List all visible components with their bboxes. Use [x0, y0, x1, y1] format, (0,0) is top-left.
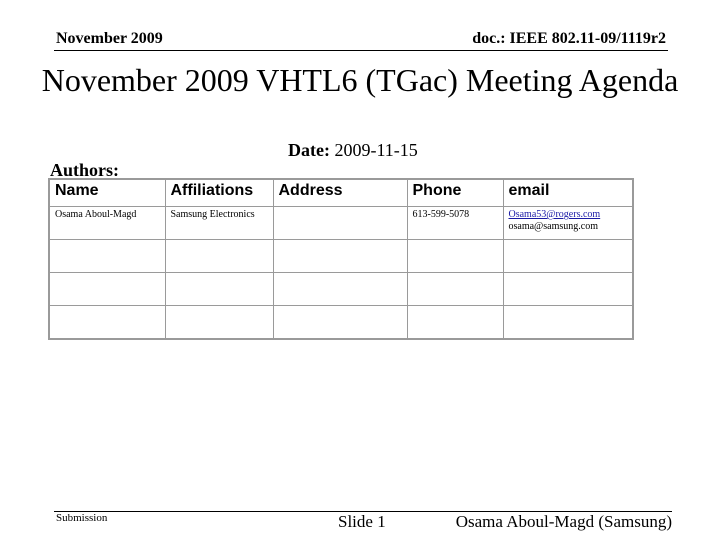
empty-cell [503, 306, 633, 340]
email-link[interactable]: Osama53@rogers.com [508, 209, 601, 220]
footer-slide-number: Slide 1 [338, 512, 386, 531]
author-affiliation: Samsung Electronics [165, 207, 273, 240]
empty-cell [273, 306, 407, 340]
column-header-affiliations: Affiliations [165, 179, 273, 207]
empty-cell [407, 240, 503, 273]
email-secondary: osama@samsung.com [508, 221, 598, 232]
empty-cell [503, 240, 633, 273]
date-value: 2009-11-15 [334, 140, 418, 160]
footer-submission: Submission [56, 512, 108, 524]
table-header-row [49, 179, 633, 207]
table-row [49, 207, 633, 240]
column-header-name: Name [49, 179, 165, 207]
table-row [49, 273, 633, 306]
empty-cell [503, 273, 633, 306]
empty-cell [165, 240, 273, 273]
author-email [503, 207, 633, 240]
empty-cell [165, 273, 273, 306]
header-doc-id: doc.: IEEE 802.11-09/1119r2 [472, 30, 666, 47]
empty-cell [273, 273, 407, 306]
empty-cell [49, 273, 165, 306]
header-date: November 2009 [56, 30, 163, 47]
column-header-address: Address [273, 179, 407, 207]
empty-cell [49, 306, 165, 340]
date-line [288, 140, 418, 161]
author-address [273, 207, 407, 240]
header-divider [54, 50, 668, 51]
authors-label: Authors: [50, 160, 120, 180]
slide-title: November 2009 VHTL6 (TGac) Meeting Agenda [41, 62, 679, 98]
footer-author: Osama Aboul-Magd (Samsung) [455, 512, 672, 531]
column-header-phone: Phone [407, 179, 503, 207]
author-phone: 613-599-5078 [407, 207, 503, 240]
empty-cell [49, 240, 165, 273]
empty-cell [407, 306, 503, 340]
table-row [49, 306, 633, 340]
empty-cell [407, 273, 503, 306]
empty-cell [165, 306, 273, 340]
authors-table [48, 178, 634, 340]
empty-cell [273, 240, 407, 273]
date-label: Date: [288, 140, 330, 160]
column-header-email: email [503, 179, 633, 207]
table-row [49, 240, 633, 273]
author-name: Osama Aboul-Magd [49, 207, 165, 240]
